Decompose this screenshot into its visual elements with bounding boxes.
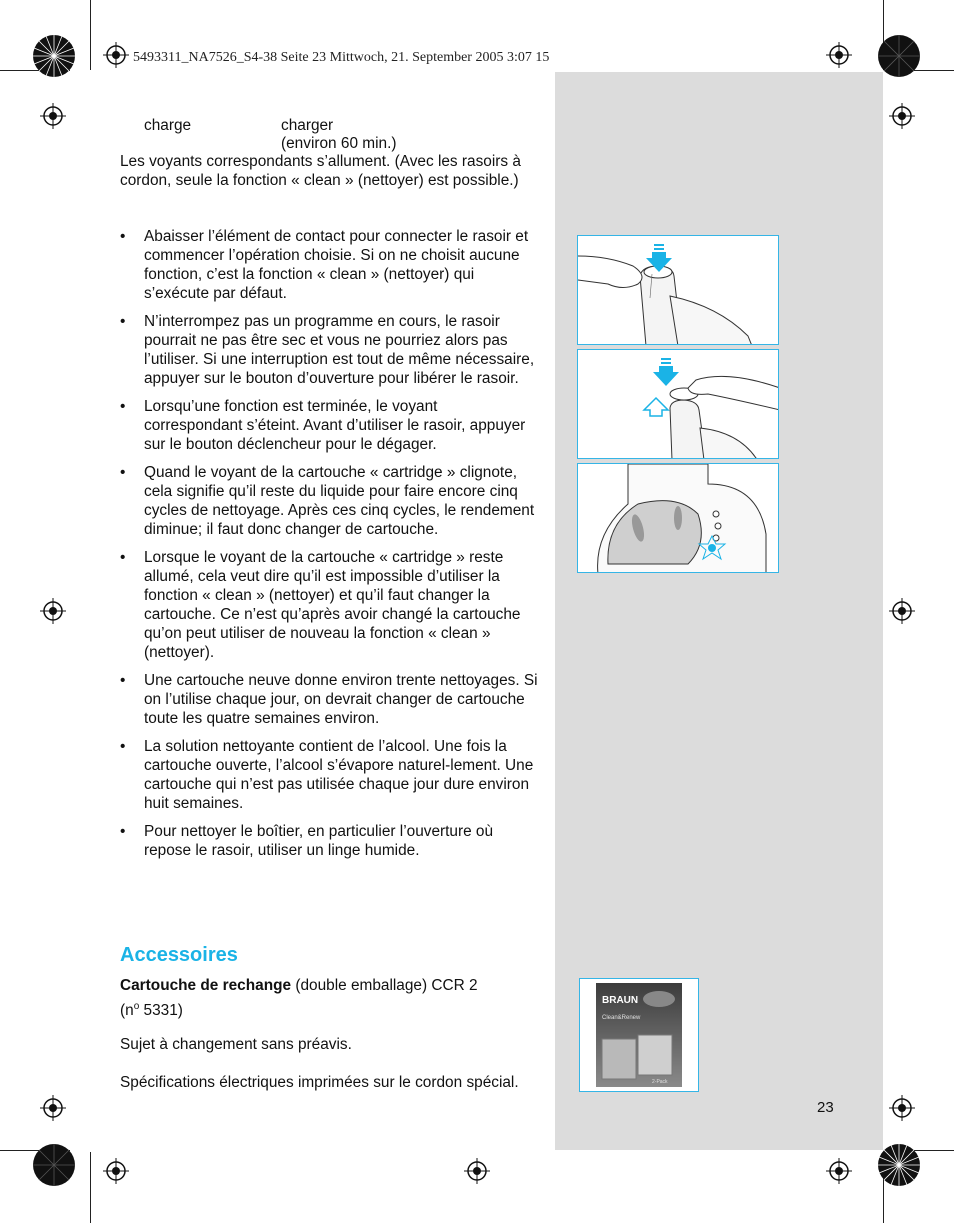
up-arrow-icon — [644, 398, 668, 416]
registration-mark-icon — [40, 103, 66, 129]
crop-mark — [90, 0, 91, 70]
cartridge-name: Cartouche de rechange — [120, 977, 292, 994]
registration-mark-icon — [103, 42, 129, 68]
list-item: • Pour nettoyer le boîtier, en particulier l’ouverture où repose le rasoir, utiliser un linge humide. — [120, 823, 494, 859]
section-heading: Accessoires — [120, 944, 238, 966]
bullet-icon: • — [120, 464, 126, 481]
registration-mark-icon — [889, 598, 915, 624]
illustration-release-button — [577, 349, 779, 459]
list-item: • N’interrompez pas un programme en cours, le rasoir pourrait ne pas être sec et vous ne pourriez alors pas l’utiliser. Si une interruption est tout de même nécessaire, appuyer sur le bouton d’ouverture pour libérer le rasoir. — [120, 313, 535, 387]
registration-mark-icon — [889, 103, 915, 129]
list-item: • Lorsque le voyant de la cartouche « cartridge » reste allumé, cela veut dire qu’il est impossible d’utiliser la fonction « clean » (nettoyer) et qu’il faut changer la cartouche. Ce n’est qu’après avoir changé la cartouche qu’on peut utiliser de nouveau la fonction « clean » (nettoyer). — [120, 549, 521, 661]
bullet-icon: • — [120, 549, 126, 566]
list-item: • Lorsqu’une fonction est terminée, le voyant correspondant s’éteint. Avant d’utiliser le rasoir, appuyer sur le bouton déclencheur pour le dégager. — [120, 398, 526, 453]
star-target-icon — [32, 1143, 76, 1187]
star-target-icon — [877, 1143, 921, 1187]
list-item: • La solution nettoyante contient de l’alcool. Une fois la cartouche ouverte, l’alcool s’évapore naturel-lement. Une cartouche qui n’est pas utilisée chaque jour dure environ huit semaines. — [120, 738, 534, 812]
product-name: Clean&Renew — [602, 1015, 641, 1021]
list-item: • Abaisser l’élément de contact pour connecter le rasoir et commencer l’opération choisie. Si on ne choisit aucune fonction, c’est la fonction « clean » (nettoyer) qui s’exécute par défaut. — [120, 228, 529, 302]
print-slug: 5493311_NA7526_S4-38 Seite 23 Mittwoch, 21. September 2005 3:07 15 — [133, 50, 550, 65]
product-brand: BRAUN — [602, 995, 639, 1006]
intro-paragraph: Les voyants correspondants s’allument. (Avec les rasoirs à cordon, seule la fonction « clean » (nettoyer) est possible.) — [120, 153, 521, 189]
illustration-cartridge-indicator — [577, 463, 779, 573]
instruction-list — [120, 227, 538, 869]
star-target-icon — [877, 34, 921, 78]
illustration-press-contact — [577, 235, 779, 345]
bullet-icon: • — [120, 313, 126, 330]
bullet-icon: • — [120, 228, 126, 245]
list-item: • Une cartouche neuve donne environ trente nettoyages. Si on l’utilise chaque jour, on devrait changer de cartouche toute les quatre semaines environ. — [120, 672, 538, 727]
down-arrow-icon — [653, 358, 679, 386]
change-notice: Sujet à changement sans préavis. — [120, 1036, 352, 1053]
list-item: • Quand le voyant de la cartouche « cartridge » clignote, cela signifie qu’il reste du liquide pour faire encore cinq cycles de nettoyage. Après ces cinq cycles, le rendement diminue; il faut donc changer de cartouche. — [120, 464, 535, 538]
registration-mark-icon — [889, 1095, 915, 1121]
bullet-icon: • — [120, 738, 126, 755]
table-cell-charge: charge — [144, 117, 192, 134]
registration-mark-icon — [464, 1158, 490, 1184]
product-pack-label: 2-Pack — [652, 1079, 668, 1085]
registration-mark-icon — [826, 1158, 852, 1184]
cartridge-description: Cartouche de rechange (double emballage) CCR 2 ($n^o$ 5331) — [120, 977, 478, 1020]
page-number: 23 — [817, 1099, 834, 1116]
bullet-icon: • — [120, 823, 126, 840]
star-target-icon — [32, 34, 76, 78]
registration-mark-icon — [40, 598, 66, 624]
bullet-icon: • — [120, 398, 126, 415]
bullet-icon: • — [120, 672, 126, 689]
registration-mark-icon — [826, 42, 852, 68]
table-cell-charger: charger — [281, 117, 334, 134]
table-cell-duration: (environ 60 min.) — [281, 135, 397, 152]
crop-mark — [90, 1152, 91, 1223]
cleaning-cartridge-pack-image — [579, 978, 699, 1092]
electrical-notice: Spécifications électriques imprimées sur le cordon spécial. — [120, 1074, 519, 1091]
registration-mark-icon — [103, 1158, 129, 1184]
registration-mark-icon — [40, 1095, 66, 1121]
